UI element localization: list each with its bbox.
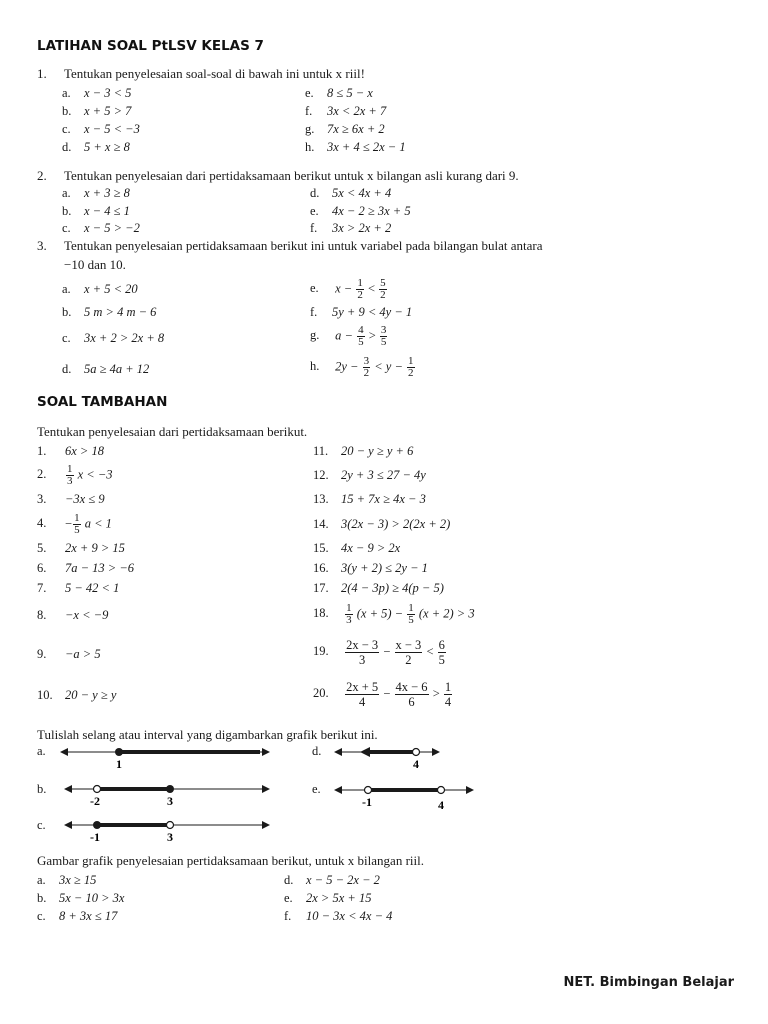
item-expression: 2x > 5x + 15 (306, 891, 372, 905)
denominator: 6 (408, 695, 415, 709)
item-label: f. (310, 305, 318, 319)
fraction (345, 603, 353, 626)
list-item (310, 204, 411, 219)
closed-endpoint (93, 821, 101, 829)
item-expression: 3x + 2 > 2x + 8 (84, 331, 165, 345)
item-number: 3. (37, 492, 47, 506)
item-number: 16. (313, 561, 329, 575)
list-item (310, 186, 391, 201)
item-expression: x − 4 ≤ 1 (84, 204, 130, 218)
list-item (62, 86, 131, 101)
list-item (37, 513, 112, 536)
list-item (284, 891, 371, 906)
operator: > (432, 686, 440, 701)
list-item (305, 86, 373, 101)
footer-brand: NET. Bimbingan Belajar (563, 975, 734, 990)
numerator: 1 (67, 463, 73, 475)
fraction (357, 325, 365, 348)
item-expression: 20 − y ≥ y + 6 (341, 444, 414, 458)
fraction (407, 356, 415, 379)
item-label: d. (284, 873, 294, 887)
denominator: 2 (363, 367, 370, 379)
item-label: e. (310, 281, 319, 296)
list-item (37, 581, 119, 596)
question-number: 2. (37, 168, 47, 183)
denominator: 5 (358, 336, 364, 348)
arrow-left-icon (334, 748, 342, 756)
fraction (356, 278, 364, 301)
numerator: 4 (358, 324, 364, 336)
numerator: 1 (408, 355, 414, 367)
item-expression-part: (x + 2) > 3 (418, 606, 475, 621)
numerator: 2x + 5 (346, 680, 379, 694)
item-label: c. (37, 909, 46, 923)
item-expression: 4x − 9 > 2x (341, 541, 401, 555)
denominator: 3 (67, 475, 73, 487)
list-item (62, 104, 131, 119)
list-item (313, 638, 447, 667)
denominator: 5 (438, 653, 445, 667)
list-item (37, 909, 117, 924)
item-label: a. (62, 86, 71, 100)
item-number: 10. (37, 688, 53, 702)
question-text: Tentukan penyelesaian soal-soal di bawah ini untuk x riil! (64, 66, 365, 81)
list-item (284, 873, 380, 888)
item-number: 6. (37, 561, 47, 575)
item-label: b. (37, 891, 47, 905)
item-expression: 2(4 − 3p) ≥ 4(p − 5) (341, 581, 444, 595)
arrow-right-icon (466, 786, 474, 794)
list-item (37, 608, 108, 623)
item-expression: x + 5 > 7 (84, 104, 132, 118)
denominator: 4 (444, 695, 452, 709)
item-expression: 3x < 2x + 7 (327, 104, 387, 118)
item-expression: 5y + 9 < 4y − 1 (332, 305, 413, 319)
item-expression: 20 − y ≥ y (65, 688, 117, 702)
item-label: f. (310, 221, 318, 235)
list-item (305, 140, 406, 155)
item-number: 2. (37, 467, 47, 482)
arrow-left-icon (64, 821, 72, 829)
item-expression: −3x ≤ 9 (65, 492, 105, 506)
item-label: g. (305, 122, 315, 136)
list-item (37, 647, 101, 662)
tick-label: -2 (90, 794, 100, 808)
item-expression: 3x > 2x + 2 (332, 221, 392, 235)
graph-label: e. (312, 782, 321, 796)
item-expression: 15 + 7x ≥ 4x − 3 (341, 492, 426, 506)
item-expression: 3(2x − 3) > 2(2x + 2) (341, 517, 451, 531)
closed-endpoint (166, 785, 174, 793)
item-label: a. (37, 873, 46, 887)
item-expression-part: x < −3 (77, 467, 113, 482)
list-item (37, 444, 104, 459)
fraction (444, 680, 452, 709)
item-expression: −a > 5 (65, 647, 101, 661)
item-number: 7. (37, 581, 47, 595)
item-label: d. (62, 140, 72, 154)
fraction (379, 278, 387, 301)
item-expression: 8 + 3x ≤ 17 (59, 909, 118, 923)
item-label: a. (62, 186, 71, 200)
item-number: 1. (37, 444, 47, 458)
fraction (73, 513, 81, 536)
item-expression: x − 3 < 5 (84, 86, 132, 100)
item-label: c. (62, 331, 71, 345)
numerator: 5 (380, 277, 386, 289)
graph-label: b. (37, 782, 47, 796)
item-label: b. (62, 104, 72, 118)
numerator: 3 (363, 355, 370, 367)
list-item (62, 331, 164, 346)
fraction (345, 638, 379, 667)
operator: − (383, 686, 391, 701)
fraction (407, 603, 415, 626)
section-intro: Gambar grafik penyelesaian pertidaksamaan berikut, untuk x bilangan riil. (37, 853, 424, 868)
list-item (62, 305, 156, 320)
list-item (310, 356, 416, 379)
question-number: 3. (37, 238, 47, 253)
list-item (313, 581, 444, 596)
list-item (62, 186, 130, 201)
arrow-left-icon (60, 748, 68, 756)
item-expression: 5 m > 4 m − 6 (84, 305, 157, 319)
list-item (37, 873, 96, 888)
item-label: h. (310, 359, 320, 374)
item-expression: 5 − 42 < 1 (65, 581, 120, 595)
item-label: g. (310, 328, 320, 343)
item-expression-part: a − (335, 328, 353, 343)
item-expression: 7a − 13 > −6 (65, 561, 135, 575)
open-endpoint (413, 749, 420, 756)
item-number: 19. (313, 644, 329, 659)
list-item (313, 561, 428, 576)
tick-label: 1 (116, 757, 122, 771)
denominator: 3 (346, 614, 352, 626)
question-text: Tentukan penyelesaian pertidaksamaan berikut ini untuk variabel pada bilangan bulat antara (64, 238, 543, 253)
list-item (62, 140, 130, 155)
item-expression-part: x − (335, 281, 353, 296)
fraction (438, 638, 446, 667)
arrow-right-icon (262, 785, 270, 793)
numerator: 1 (357, 277, 363, 289)
list-item (313, 492, 426, 507)
arrow-left-icon (64, 785, 72, 793)
question-text: Tentukan penyelesaian dari pertidaksamaan berikut untuk x bilangan asli kurang dari 9. (64, 168, 519, 183)
arrow-right-icon (262, 748, 270, 756)
section-intro: Tulislah selang atau interval yang digambarkan grafik berikut ini. (37, 727, 378, 742)
item-label: a. (62, 282, 71, 296)
closed-endpoint (115, 748, 123, 756)
item-expression: 5a ≥ 4a + 12 (84, 362, 150, 376)
item-expression-part: − (65, 516, 73, 531)
arrow-right-icon (262, 821, 270, 829)
item-label: d. (310, 186, 320, 200)
item-expression: 7x ≥ 6x + 2 (327, 122, 385, 136)
list-item (305, 122, 385, 137)
item-label: e. (310, 204, 319, 218)
list-item (313, 444, 413, 459)
numerator: 1 (444, 680, 452, 694)
denominator: 3 (359, 653, 366, 667)
list-item (313, 541, 400, 556)
number-line-graph-d (334, 742, 440, 772)
item-number: 12. (313, 468, 329, 482)
item-number: 11. (313, 444, 329, 458)
item-number: 14. (313, 517, 329, 531)
item-number: 18. (313, 606, 329, 621)
tick-label: 3 (167, 794, 173, 808)
operator: − (383, 644, 391, 659)
numerator: 1 (408, 602, 414, 614)
item-label: f. (284, 909, 292, 923)
denominator: 2 (357, 289, 363, 301)
list-item (62, 221, 140, 236)
denominator: 4 (359, 695, 366, 709)
item-expression-part: < y − (374, 359, 403, 374)
list-item (37, 561, 134, 576)
item-expression: x − 5 > −2 (84, 221, 140, 235)
list-item (305, 104, 386, 119)
fraction (395, 638, 423, 667)
tick-label: -1 (362, 795, 372, 809)
item-expression: 2y + 3 ≤ 27 − 4y (341, 468, 426, 482)
fraction (345, 680, 379, 709)
fraction (66, 464, 74, 487)
denominator: 5 (380, 336, 387, 348)
denominator: 2 (405, 653, 412, 667)
open-endpoint (94, 786, 101, 793)
graph-label: c. (37, 818, 46, 832)
item-number: 4. (37, 516, 47, 531)
page-title: LATIHAN SOAL PtLSV KELAS 7 (37, 38, 264, 54)
number-line-graph-a (60, 742, 270, 772)
numerator: 1 (74, 512, 80, 524)
item-label: e. (284, 891, 293, 905)
denominator: 2 (380, 289, 386, 301)
item-expression: 4x − 2 ≥ 3x + 5 (332, 204, 411, 218)
list-item (310, 278, 388, 301)
item-label: c. (62, 122, 71, 136)
tick-label: 3 (167, 830, 173, 844)
list-item (37, 688, 116, 703)
number-line-graph-b (64, 779, 270, 809)
graph-label: d. (312, 744, 322, 758)
open-endpoint (438, 787, 445, 794)
tick-label: -1 (90, 830, 100, 844)
list-item (313, 603, 475, 626)
numerator: 4x − 6 (395, 680, 428, 694)
item-number: 5. (37, 541, 47, 555)
numerator: 2x − 3 (346, 638, 379, 652)
item-expression: x + 5 < 20 (84, 282, 138, 296)
item-label: b. (62, 204, 72, 218)
operator: < (426, 644, 434, 659)
list-item (310, 305, 412, 320)
list-item (310, 325, 388, 348)
item-label: d. (62, 362, 72, 376)
denominator: 5 (408, 614, 414, 626)
item-expression-part: a < 1 (84, 516, 112, 531)
arrow-left-icon (360, 747, 370, 757)
item-label: b. (62, 305, 72, 319)
list-item (37, 891, 124, 906)
item-expression: x − 5 − 2x − 2 (306, 873, 380, 887)
question-text-continued: −10 dan 10. (64, 257, 126, 272)
section-heading: SOAL TAMBAHAN (37, 394, 168, 410)
item-expression: 3x ≥ 15 (59, 873, 97, 887)
item-expression-part: > (368, 328, 376, 343)
item-expression: 6x > 18 (65, 444, 104, 458)
item-expression: 5x − 10 > 3x (59, 891, 125, 905)
fraction (363, 356, 371, 379)
number-line-graph-e (334, 780, 474, 810)
item-expression-part: 2y − (335, 359, 359, 374)
item-expression: −x < −9 (65, 608, 109, 622)
list-item (62, 122, 140, 137)
item-expression: 2x + 9 > 15 (65, 541, 125, 555)
item-expression: 8 ≤ 5 − x (327, 86, 373, 100)
item-expression: 5x < 4x + 4 (332, 186, 392, 200)
number-line-graph-c (64, 815, 270, 845)
item-label: f. (305, 104, 313, 118)
item-expression: 5 + x ≥ 8 (84, 140, 130, 154)
numerator: 1 (346, 602, 352, 614)
denominator: 2 (408, 367, 414, 379)
item-expression: x − 5 < −3 (84, 122, 140, 136)
item-number: 20. (313, 686, 329, 701)
arrow-left-icon (334, 786, 342, 794)
list-item (313, 680, 453, 709)
list-item (37, 464, 113, 487)
numerator: x − 3 (395, 638, 422, 652)
list-item (310, 221, 391, 236)
section-intro: Tentukan penyelesaian dari pertidaksamaan berikut. (37, 424, 308, 439)
list-item (62, 204, 130, 219)
denominator: 5 (74, 524, 80, 536)
tick-label: 4 (438, 798, 444, 812)
item-number: 17. (313, 581, 329, 595)
item-label: e. (305, 86, 314, 100)
list-item (37, 541, 125, 556)
item-number: 8. (37, 608, 47, 622)
list-item (284, 909, 392, 924)
item-expression-part: (x + 5) − (356, 606, 404, 621)
graph-label: a. (37, 744, 46, 758)
question-number: 1. (37, 66, 47, 81)
list-item (313, 517, 450, 532)
list-item (62, 362, 149, 377)
numerator: 3 (380, 324, 387, 336)
fraction (380, 325, 388, 348)
item-number: 15. (313, 541, 329, 555)
numerator: 6 (438, 638, 445, 652)
item-label: h. (305, 140, 315, 154)
item-expression: 3x + 4 ≤ 2x − 1 (327, 140, 406, 154)
item-number: 9. (37, 647, 47, 661)
open-endpoint (365, 787, 372, 794)
list-item (313, 468, 426, 483)
list-item (62, 282, 138, 297)
item-expression: 10 − 3x < 4x − 4 (306, 909, 393, 923)
fraction (395, 680, 429, 709)
tick-label: 4 (413, 757, 419, 771)
open-endpoint (167, 822, 174, 829)
item-label: c. (62, 221, 71, 235)
item-number: 13. (313, 492, 329, 506)
item-expression: x + 3 ≥ 8 (84, 186, 130, 200)
item-expression-part: < (367, 281, 376, 296)
arrow-right-icon (432, 748, 440, 756)
list-item (37, 492, 105, 507)
item-expression: 3(y + 2) ≤ 2y − 1 (341, 561, 428, 575)
